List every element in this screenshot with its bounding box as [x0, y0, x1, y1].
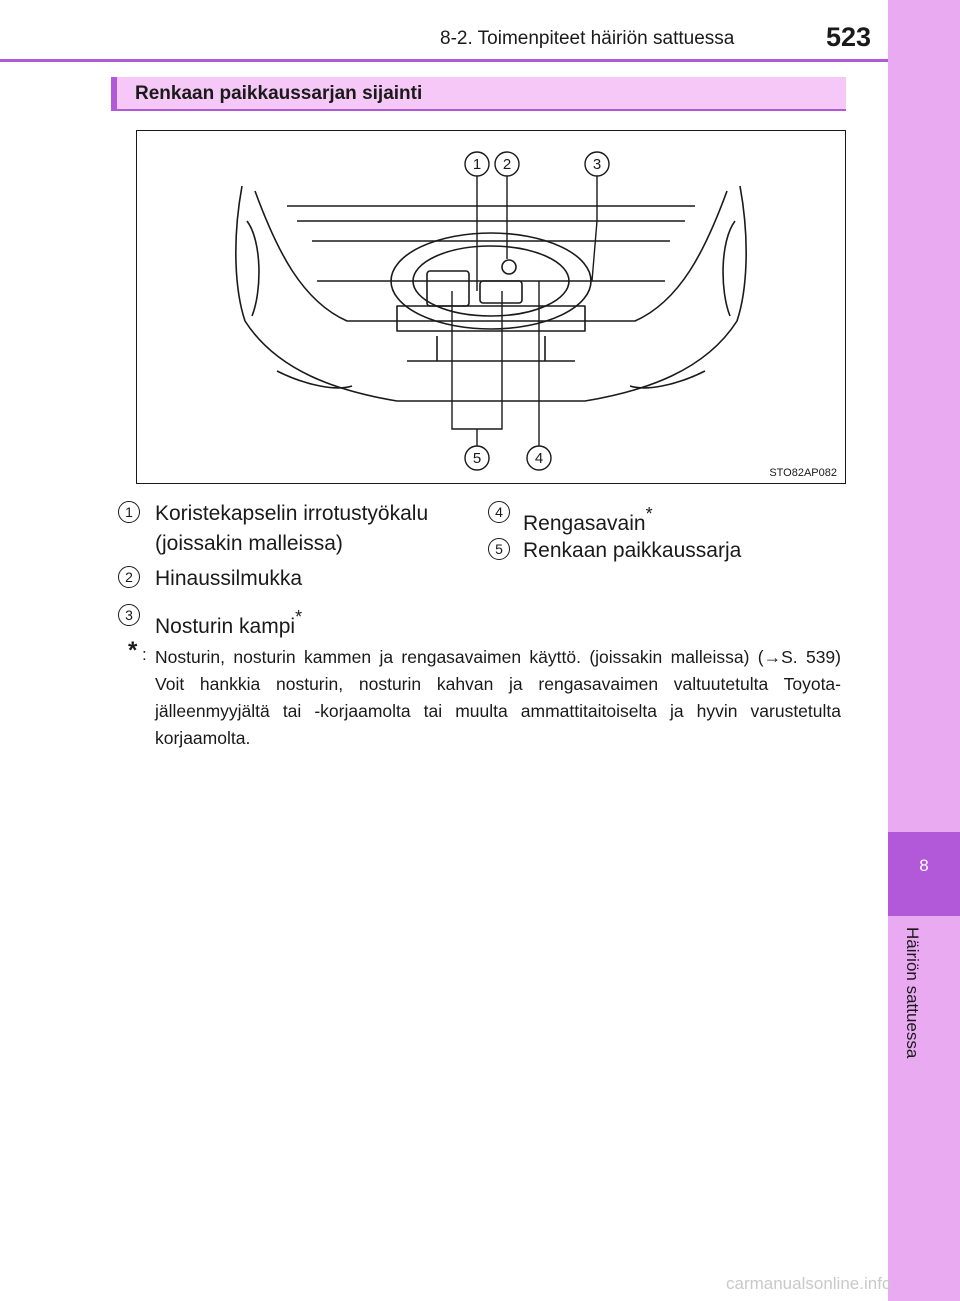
trunk-side-walls — [247, 221, 735, 316]
legend-item-2 — [155, 564, 302, 594]
legend-item-5-label: Renkaan paikkaussarja — [523, 539, 742, 562]
legend-item-5 — [523, 536, 741, 566]
legend-item-4-star: * — [645, 504, 653, 524]
callout-2: 2 — [502, 156, 512, 173]
section-heading-bar — [111, 77, 846, 111]
legend-badge-5: 5 — [488, 538, 510, 560]
footnote-colon: : — [142, 645, 147, 664]
callout-4: 4 — [534, 450, 544, 467]
side-tab-chapter-label: Häiriön sattuessa — [903, 927, 922, 1059]
page-number: 523 — [826, 22, 872, 52]
legend-item-3-star: * — [295, 607, 303, 627]
legend-item-2-label: Hinaussilmukka — [155, 567, 303, 590]
header-section-title: 8-2. Toimenpiteet häiriön sattuessa — [440, 28, 735, 49]
side-tab-chapter-number: 8 — [919, 856, 929, 875]
towing-eye — [502, 260, 516, 274]
rear-lights — [277, 371, 705, 388]
legend-badge-1: 1 — [118, 501, 140, 523]
side-tab — [888, 0, 960, 1301]
callout-lines — [452, 176, 597, 446]
wrench-case — [480, 281, 522, 303]
section-title: Renkaan paikkaussarjan sijainti — [135, 83, 423, 104]
callout-badges — [465, 152, 609, 470]
rear-body-outline — [236, 186, 746, 401]
legend-item-1 — [155, 499, 428, 559]
storage-tray — [397, 306, 585, 331]
legend-item-4-label: Rengasavain — [523, 512, 646, 535]
header-rule — [0, 59, 888, 62]
callout-numbers — [473, 156, 601, 467]
trunk-drawing — [137, 131, 845, 483]
callout-5: 5 — [472, 450, 482, 467]
callout-3: 3 — [592, 156, 602, 173]
watermark: carmanualsonline.info — [726, 1274, 892, 1293]
bumper-panel — [407, 336, 575, 361]
repair-kit-box — [427, 271, 469, 306]
legend-item-3-label: Nosturin kampi — [155, 615, 296, 638]
footnote-text: Nosturin, nosturin kammen ja rengasavaimen käyttö. (joissakin malleissa) (→S. 539) Voit hankkia nosturin, nosturin kahvan ja rengasavaimen valtuutetulta Toyota-jälleenmyyjältä tai -korjaamolta tai muulta ammattitaitoiselta ja hyvin varustetulta korjaamolta. — [155, 647, 841, 748]
car-trunk-illustration — [136, 130, 846, 484]
trunk-floor-lines — [312, 241, 670, 281]
legend-item-1-line1: Koristekapselin irrotustyökalu — [155, 502, 429, 525]
trunk-back-wall — [287, 206, 695, 221]
legend-badge-4: 4 — [488, 501, 510, 523]
legend-badge-2: 2 — [118, 566, 140, 588]
legend-item-4 — [523, 499, 653, 539]
trunk-opening — [255, 191, 727, 321]
footnote-marker: * — [128, 637, 138, 664]
legend-item-1-line2: (joissakin malleissa) — [155, 532, 343, 555]
legend-item-3 — [155, 602, 302, 642]
callout-1: 1 — [472, 156, 482, 173]
legend-badge-3: 3 — [118, 604, 140, 626]
figure-code: STO82AP082 — [769, 467, 837, 479]
